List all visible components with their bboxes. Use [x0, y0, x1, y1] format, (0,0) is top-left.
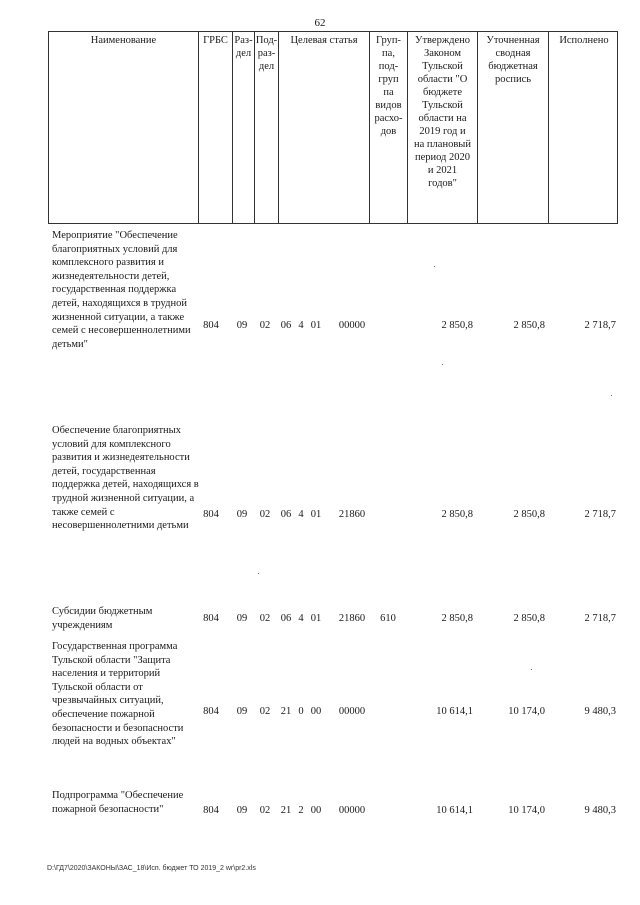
row-target-direction: 00000: [338, 320, 366, 331]
col-header-group: Груп- па, под- груп па видов расхо- дов: [369, 32, 407, 223]
row-target-subprogram: 4: [298, 320, 304, 331]
row-name: Обеспечение благоприятных условий для комплексного развития и жизнедеятельности детей, государственная поддержка детей, находящихся в трудной жизненной ситуации, а также семей с несовершеннолетними детьми: [52, 425, 199, 532]
row-approved: 10 614,1: [436, 805, 473, 816]
row-target-program: 06: [280, 613, 292, 624]
row-executed: 2 718,7: [584, 320, 616, 331]
col-header-target: Целевая статья: [278, 32, 369, 223]
row-grbs: 804: [203, 706, 219, 717]
row-target-event: 01: [310, 509, 322, 520]
row-approved: 2 850,8: [441, 613, 473, 624]
row-grbs: 804: [203, 509, 219, 520]
row-target-event: 00: [310, 805, 322, 816]
row-podrazdel: 02: [259, 805, 271, 816]
col-header-razdel: Раз- дел: [232, 32, 254, 223]
row-name: Подпрограмма "Обеспечение пожарной безопасности": [52, 790, 184, 815]
col-header-approved: Утверждено Законом Тульской области "О бюджете Тульской области на 2019 год и на плановый период 2020 и 2021 годов": [407, 32, 477, 223]
row-approved: 2 850,8: [441, 509, 473, 520]
row-target-direction: 00000: [338, 706, 366, 717]
row-target-event: 01: [310, 613, 322, 624]
col-header-podrazdel: Под- раз- дел: [254, 32, 278, 223]
row-razdel: 09: [236, 509, 248, 520]
col-header-grbs: ГРБС: [198, 32, 232, 223]
footer-file-path: D:\ГД7\2020\ЗАКОНЫ\ЗАС_18\Исп. бюджет ТО 2019_2 wr\pr2.xls: [47, 865, 256, 872]
row-podrazdel: 02: [259, 706, 271, 717]
row-refined: 10 174,0: [508, 805, 545, 816]
row-target-program: 06: [280, 509, 292, 520]
row-grbs: 804: [203, 805, 219, 816]
row-razdel: 09: [236, 320, 248, 331]
scan-speck: [258, 573, 259, 574]
row-grbs: 804: [203, 613, 219, 624]
row-name: Субсидии бюджетным учреждениям: [52, 606, 153, 631]
row-target-program: 21: [280, 706, 292, 717]
scan-speck: [434, 266, 435, 267]
row-executed: 2 718,7: [584, 509, 616, 520]
row-approved: 10 614,1: [436, 706, 473, 717]
row-razdel: 09: [236, 706, 248, 717]
row-target-event: 00: [310, 706, 322, 717]
scan-speck: [531, 669, 532, 670]
row-target-direction: 00000: [338, 805, 366, 816]
scan-speck: [611, 395, 612, 396]
row-group: 610: [380, 613, 396, 624]
row-target-direction: 21860: [338, 613, 366, 624]
row-refined: 2 850,8: [513, 509, 545, 520]
row-executed: 9 480,3: [584, 805, 616, 816]
row-target-subprogram: 4: [298, 509, 304, 520]
row-razdel: 09: [236, 613, 248, 624]
row-refined: 2 850,8: [513, 320, 545, 331]
col-header-executed: Исполнено: [548, 32, 619, 223]
scan-speck: [442, 364, 443, 365]
row-podrazdel: 02: [259, 509, 271, 520]
row-name: Государственная программа Тульской области "Защита населения и территорий Тульской области от чрезвычайных ситуаций, обеспечение пожарной безопасности и безопасности людей на водных объектах": [52, 641, 184, 748]
row-refined: 10 174,0: [508, 706, 545, 717]
row-target-subprogram: 2: [298, 805, 304, 816]
row-target-program: 06: [280, 320, 292, 331]
row-name: Мероприятие "Обеспечение благоприятных условий для комплексного развития и жизнедеятельности детей, государственная поддержка детей, находящихся в трудной жизненной ситуации, а также семей с несовершеннолетними детьми": [52, 230, 191, 350]
row-target-subprogram: 4: [298, 613, 304, 624]
row-grbs: 804: [203, 320, 219, 331]
page-number: 62: [314, 17, 326, 29]
row-executed: 2 718,7: [584, 613, 616, 624]
row-target-program: 21: [280, 805, 292, 816]
col-header-name: Наименование: [90, 35, 157, 46]
row-approved: 2 850,8: [441, 320, 473, 331]
row-target-subprogram: 0: [298, 706, 304, 717]
table-header: [48, 31, 618, 224]
col-header-refined: Уточненная сводная бюджетная роспись: [477, 32, 548, 223]
row-refined: 2 850,8: [513, 613, 545, 624]
row-target-direction: 21860: [338, 509, 366, 520]
row-razdel: 09: [236, 805, 248, 816]
row-executed: 9 480,3: [584, 706, 616, 717]
row-podrazdel: 02: [259, 613, 271, 624]
row-podrazdel: 02: [259, 320, 271, 331]
row-target-event: 01: [310, 320, 322, 331]
